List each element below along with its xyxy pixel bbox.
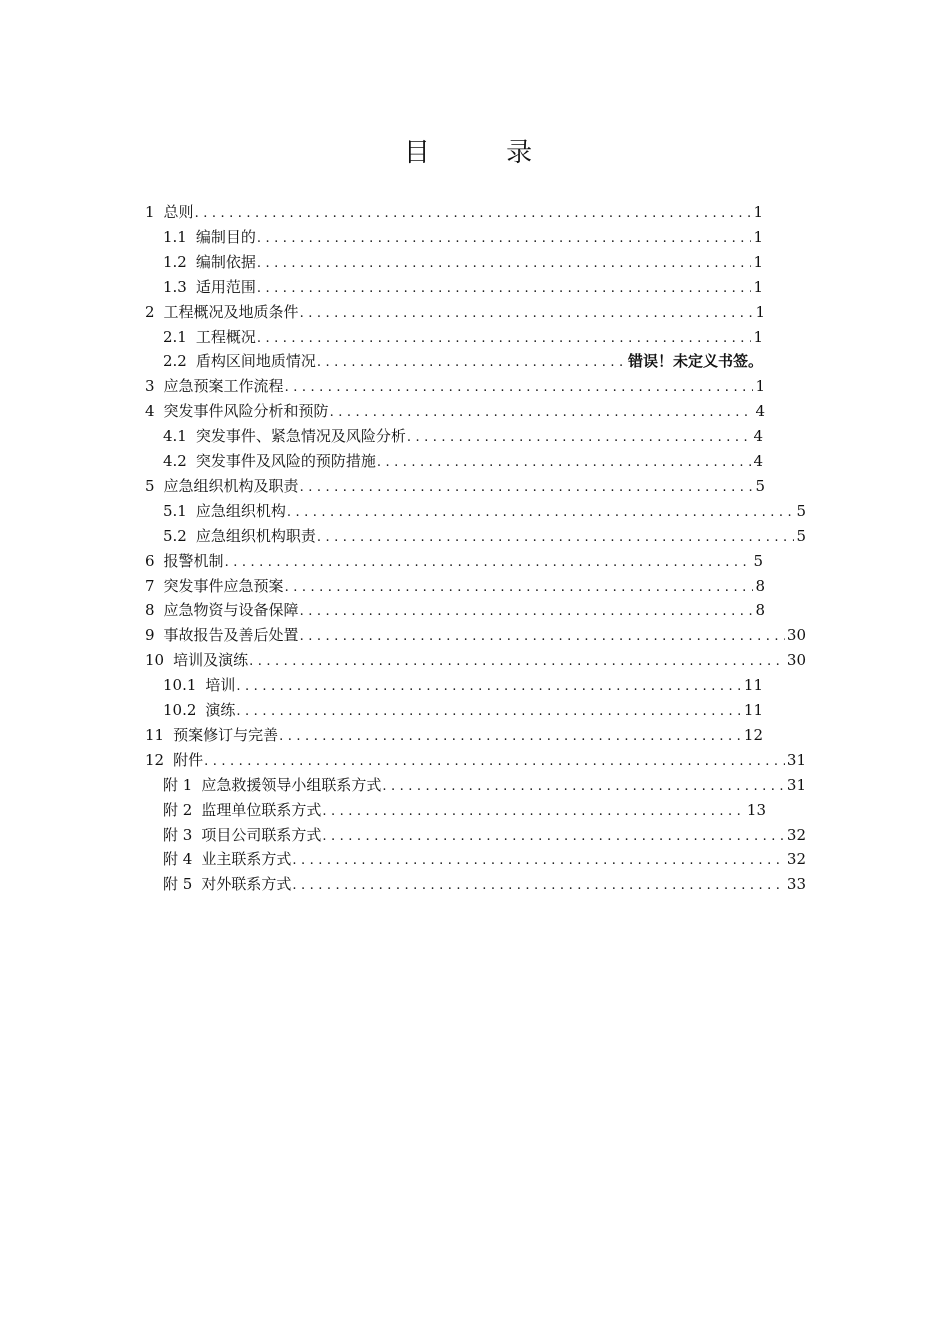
toc-entry-page: 32 xyxy=(786,850,806,869)
toc-entry[interactable] xyxy=(145,598,765,623)
toc-leader-dots xyxy=(292,848,785,873)
toc-entry-number: 2 xyxy=(145,302,155,321)
toc-entry-number: 12 xyxy=(145,750,165,769)
toc-entry[interactable] xyxy=(145,300,765,325)
toc-entry-number: 4.1 xyxy=(163,427,187,446)
toc-entry-number: 附 1 xyxy=(163,775,193,794)
toc-entry[interactable] xyxy=(145,374,765,399)
toc-entry[interactable] xyxy=(163,773,806,798)
toc-entry-title: 应急组织机构 xyxy=(195,501,286,520)
toc-entry-title: 工程概况 xyxy=(195,327,256,346)
toc-entry[interactable] xyxy=(145,574,765,599)
toc-leader-dots xyxy=(300,599,754,624)
toc-entry-number: 10.1 xyxy=(163,676,197,695)
toc-entry[interactable] xyxy=(145,474,765,499)
toc-entry-title: 事故报告及善后处置 xyxy=(163,626,299,645)
toc-entry[interactable] xyxy=(163,250,763,275)
toc-entry-title: 报警机制 xyxy=(163,551,224,570)
toc-entry-title: 预案修订与完善 xyxy=(173,725,279,744)
toc-entry-page: 31 xyxy=(786,750,806,769)
toc-entry-page: 4 xyxy=(753,452,763,470)
toc-entry-title: 演练 xyxy=(205,701,236,719)
toc-entry-title: 突发事件及风险的预防措施 xyxy=(195,452,376,470)
toc-entry-page: 5 xyxy=(755,476,765,495)
toc-entry-page: 8 xyxy=(755,576,765,595)
toc-entry[interactable] xyxy=(163,872,806,897)
toc-entry-page: 32 xyxy=(786,825,806,844)
toc-entry[interactable] xyxy=(145,748,806,773)
toc-leader-dots xyxy=(279,724,742,749)
toc-entry-page: 11 xyxy=(743,676,763,695)
toc-leader-dots xyxy=(300,301,754,326)
toc-entry-number: 10 xyxy=(145,651,165,670)
toc-entry-number: 9 xyxy=(145,626,155,645)
toc-entry[interactable] xyxy=(163,449,763,474)
toc-entry-title: 突发事件、紧急情况及风险分析 xyxy=(195,427,406,446)
toc-entry-number: 5.1 xyxy=(163,501,187,520)
toc-entry-title: 监理单位联系方式 xyxy=(201,800,322,819)
toc-entry[interactable] xyxy=(163,424,763,449)
toc-entry-number: 2.1 xyxy=(163,327,187,346)
toc-leader-dots xyxy=(285,575,754,600)
toc-entry[interactable] xyxy=(163,225,763,250)
toc-entry-number: 3 xyxy=(145,377,155,396)
toc-leader-dots xyxy=(225,550,752,575)
toc-entry-page: 33 xyxy=(786,875,806,894)
toc-entry-title: 盾构区间地质情况 xyxy=(195,352,316,371)
toc-entry-title: 应急物资与设备保障 xyxy=(163,601,299,620)
toc-entry-number: 4.2 xyxy=(163,452,187,470)
toc-leader-dots xyxy=(322,799,745,824)
toc-entry-page: 5 xyxy=(796,526,806,545)
toc-entry-number: 1 xyxy=(145,203,155,221)
toc-title: 目 录 xyxy=(403,138,567,168)
toc-entry[interactable] xyxy=(145,723,763,748)
toc-entry-title: 培训及演练 xyxy=(173,651,249,670)
toc-entry-page: 31 xyxy=(786,775,806,794)
toc-entry-title: 附件 xyxy=(173,750,204,769)
toc-entry[interactable] xyxy=(163,798,766,823)
toc-leader-dots xyxy=(204,749,785,774)
toc-leader-dots xyxy=(236,674,741,699)
toc-entry[interactable] xyxy=(145,623,806,648)
toc-entry-title: 适用范围 xyxy=(195,277,256,296)
toc-leader-dots xyxy=(236,699,741,724)
toc-entry-page: 4 xyxy=(753,427,763,446)
toc-entry[interactable] xyxy=(163,499,806,524)
toc-leader-dots xyxy=(377,450,752,475)
toc-leader-dots xyxy=(292,873,785,898)
toc-entry-title: 突发事件应急预案 xyxy=(163,576,284,595)
toc-entry-page: 1 xyxy=(753,252,763,271)
toc-entry-number: 10.2 xyxy=(163,701,197,719)
toc-entry-number: 1.2 xyxy=(163,252,187,271)
toc-leader-dots xyxy=(300,475,754,500)
toc-entry-page: 5 xyxy=(796,501,806,520)
toc-entry-title: 应急组织机构及职责 xyxy=(163,476,299,495)
toc-entry-title: 应急救援领导小组联系方式 xyxy=(201,775,382,794)
toc-leader-dots xyxy=(287,500,795,525)
toc-leader-dots xyxy=(249,649,785,674)
toc-leader-dots xyxy=(300,624,785,649)
toc-entry-title: 对外联系方式 xyxy=(201,875,292,894)
toc-entry[interactable] xyxy=(145,200,763,225)
toc-entry-page: 1 xyxy=(755,302,765,321)
toc-leader-dots xyxy=(257,226,752,251)
toc-bookmark-error: 错误！未定义书签。 xyxy=(627,352,763,371)
toc-entry-title: 总则 xyxy=(163,203,194,221)
toc-entry-page: 5 xyxy=(753,551,763,570)
toc-entry-number: 11 xyxy=(145,725,165,744)
toc-leader-dots xyxy=(257,276,752,301)
toc-entry-number: 2.2 xyxy=(163,352,187,371)
toc-entry-title: 编制依据 xyxy=(195,252,256,271)
toc-entry[interactable] xyxy=(163,349,763,374)
toc-entry[interactable] xyxy=(163,698,763,723)
toc-entry-title: 工程概况及地质条件 xyxy=(163,302,299,321)
toc-leader-dots xyxy=(257,251,752,276)
toc-entry-number: 1.3 xyxy=(163,277,187,296)
toc-entry-page: 30 xyxy=(786,651,806,670)
toc-entry[interactable] xyxy=(145,549,763,574)
toc-entry-number: 7 xyxy=(145,576,155,595)
toc-entry-title: 项目公司联系方式 xyxy=(201,825,322,844)
toc-entry-number: 4 xyxy=(145,402,155,421)
toc-entry-number: 附 4 xyxy=(163,850,193,869)
toc-leader-dots xyxy=(285,375,754,400)
toc-entry-number: 附 3 xyxy=(163,825,193,844)
toc-entry[interactable] xyxy=(163,524,806,549)
toc-entry-number: 8 xyxy=(145,601,155,620)
toc-entry-page: 12 xyxy=(743,725,763,744)
toc-entry-title: 应急组织机构职责 xyxy=(195,526,316,545)
toc-leader-dots xyxy=(407,425,752,450)
toc-entry-number: 5.2 xyxy=(163,526,187,545)
toc-leader-dots xyxy=(257,326,752,351)
toc-entry[interactable] xyxy=(163,847,806,872)
toc-entry-page: 1 xyxy=(753,227,763,246)
toc-entry-page: 8 xyxy=(755,601,765,620)
toc-entry-title: 突发事件风险分析和预防 xyxy=(163,402,329,421)
toc-entry-number: 附 5 xyxy=(163,875,193,894)
toc-entry-page: 30 xyxy=(786,626,806,645)
toc-leader-dots xyxy=(382,774,785,799)
toc-entry-number: 5 xyxy=(145,476,155,495)
toc-leader-dots xyxy=(195,201,752,226)
toc-leader-dots xyxy=(317,350,626,375)
toc-entry-title: 业主联系方式 xyxy=(201,850,292,869)
toc-entry-page: 11 xyxy=(743,701,763,719)
toc-entry-page: 1 xyxy=(755,377,765,396)
toc-entry-page: 1 xyxy=(753,327,763,346)
toc-entry-page: 13 xyxy=(746,800,766,819)
toc-entry-page: 1 xyxy=(753,277,763,296)
toc-leader-dots xyxy=(330,400,754,425)
toc-entry[interactable] xyxy=(163,823,806,848)
toc-entry-number: 1.1 xyxy=(163,227,187,246)
toc-leader-dots xyxy=(317,525,795,550)
toc-entry[interactable] xyxy=(163,325,763,350)
toc-entry[interactable] xyxy=(163,275,763,300)
toc-entry-number: 6 xyxy=(145,551,155,570)
toc-entry-title: 编制目的 xyxy=(195,227,256,246)
toc-entry-page: 1 xyxy=(753,203,763,221)
toc-entry[interactable] xyxy=(145,399,765,424)
toc-entry-title: 应急预案工作流程 xyxy=(163,377,284,396)
toc-entry[interactable] xyxy=(163,673,763,698)
toc-entry[interactable] xyxy=(145,648,806,673)
toc-entry-number: 附 2 xyxy=(163,800,193,819)
toc-entry-title: 培训 xyxy=(205,676,236,695)
toc-entry-page: 4 xyxy=(755,402,765,421)
toc-leader-dots xyxy=(322,824,785,849)
